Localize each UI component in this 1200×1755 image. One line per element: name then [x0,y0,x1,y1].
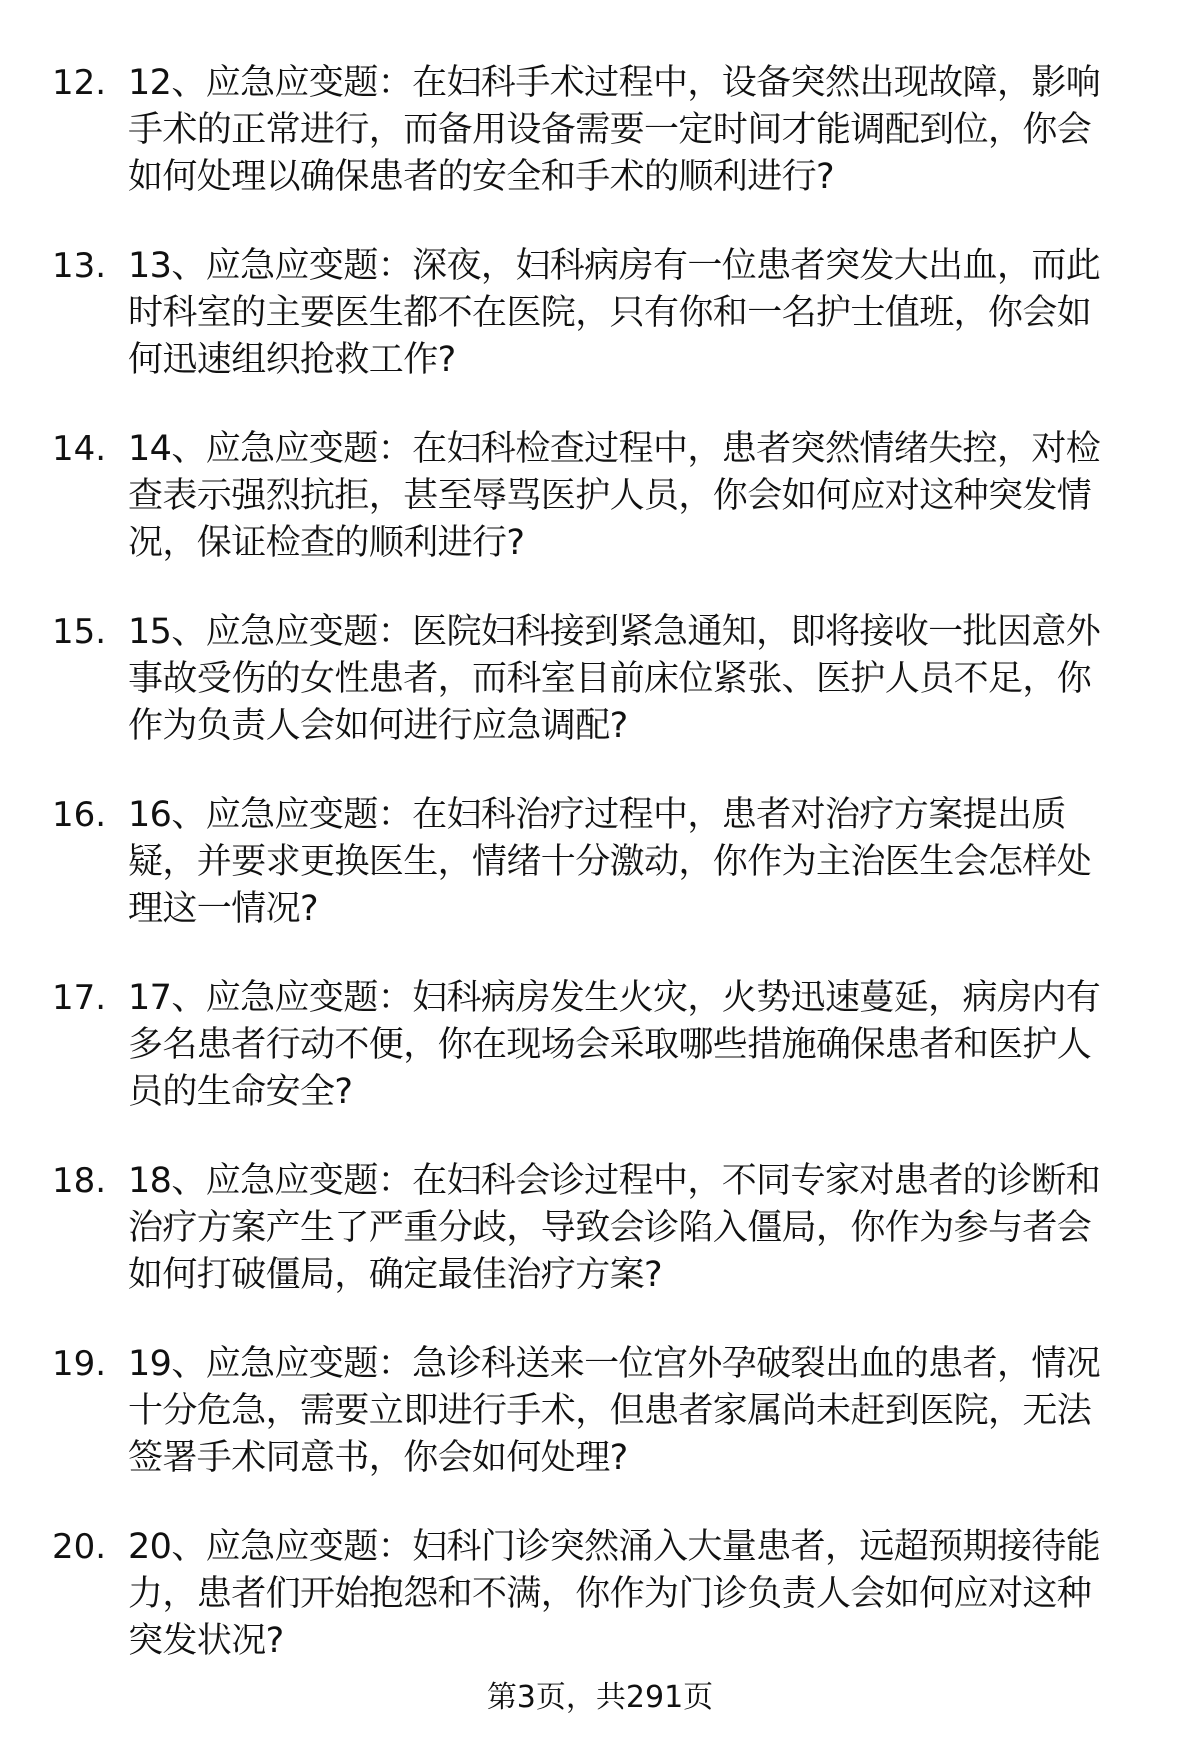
question-text [128,60,1158,201]
question-number: 15. [52,612,107,652]
question-text [128,1341,1158,1482]
question-text [128,1524,1158,1665]
question-number: 16. [52,795,107,835]
question-line: 时科室的主要医生都不在医院，只有你和一名护士值班，你会如 [128,293,1092,333]
question-line: 12、应急应变题：在妇科手术过程中，设备突然出现故障，影响 [128,63,1101,103]
question-line: 查表示强烈抗拒，甚至辱骂医护人员，你会如何应对这种突发情 [128,476,1092,516]
question-line: 治疗方案产生了严重分歧，导致会诊陷入僵局，你作为参与者会 [128,1208,1092,1248]
page-footer: 第3页，共291页 [486,1680,714,1715]
question-line: 19、应急应变题：急诊科送来一位宫外孕破裂出血的患者，情况 [128,1344,1101,1384]
question-number: 12. [52,63,107,103]
question-text [128,975,1158,1116]
question-line: 18、应急应变题：在妇科会诊过程中，不同专家对患者的诊断和 [128,1161,1101,1201]
question-text [128,243,1158,384]
question-number: 13. [52,246,107,286]
question-number: 20. [52,1527,107,1567]
question-line: 如何打破僵局，确定最佳治疗方案? [128,1255,662,1295]
question-line: 疑，并要求更换医生，情绪十分激动，你作为主治医生会怎样处 [128,842,1092,882]
question-line: 何迅速组织抢救工作? [128,340,456,380]
question-line: 多名患者行动不便，你在现场会采取哪些措施确保患者和医护人 [128,1025,1092,1065]
question-number: 18. [52,1161,107,1201]
question-text [128,1158,1158,1299]
question-number: 19. [52,1344,107,1384]
question-text [128,792,1158,933]
question-line: 力，患者们开始抱怨和不满，你作为门诊负责人会如何应对这种 [128,1574,1092,1614]
question-line: 员的生命安全? [128,1072,353,1112]
question-number: 14. [52,429,107,469]
question-line: 13、应急应变题：深夜，妇科病房有一位患者突发大出血，而此 [128,246,1101,286]
question-line: 况，保证检查的顺利进行? [128,523,525,563]
question-line: 突发状况? [128,1621,284,1661]
question-line: 17、应急应变题：妇科病房发生火灾，火势迅速蔓延，病房内有 [128,978,1101,1018]
question-line: 理这一情况? [128,889,318,929]
question-text [128,609,1158,750]
question-text [128,426,1158,567]
question-line: 16、应急应变题：在妇科治疗过程中，患者对治疗方案提出质 [128,795,1066,835]
question-line: 手术的正常进行，而备用设备需要一定时间才能调配到位，你会 [128,110,1092,150]
question-number: 17. [52,978,107,1018]
question-line: 签署手术同意书，你会如何处理? [128,1438,628,1478]
question-line: 14、应急应变题：在妇科检查过程中，患者突然情绪失控，对检 [128,429,1101,469]
question-line: 20、应急应变题：妇科门诊突然涌入大量患者，远超预期接待能 [128,1527,1101,1567]
question-line: 15、应急应变题：医院妇科接到紧急通知，即将接收一批因意外 [128,612,1101,652]
question-line: 事故受伤的女性患者，而科室目前床位紧张、医护人员不足，你 [128,659,1092,699]
question-line: 如何处理以确保患者的安全和手术的顺利进行? [128,157,834,197]
question-line: 十分危急，需要立即进行手术，但患者家属尚未赶到医院，无法 [128,1391,1092,1431]
question-line: 作为负责人会如何进行应急调配? [128,706,628,746]
